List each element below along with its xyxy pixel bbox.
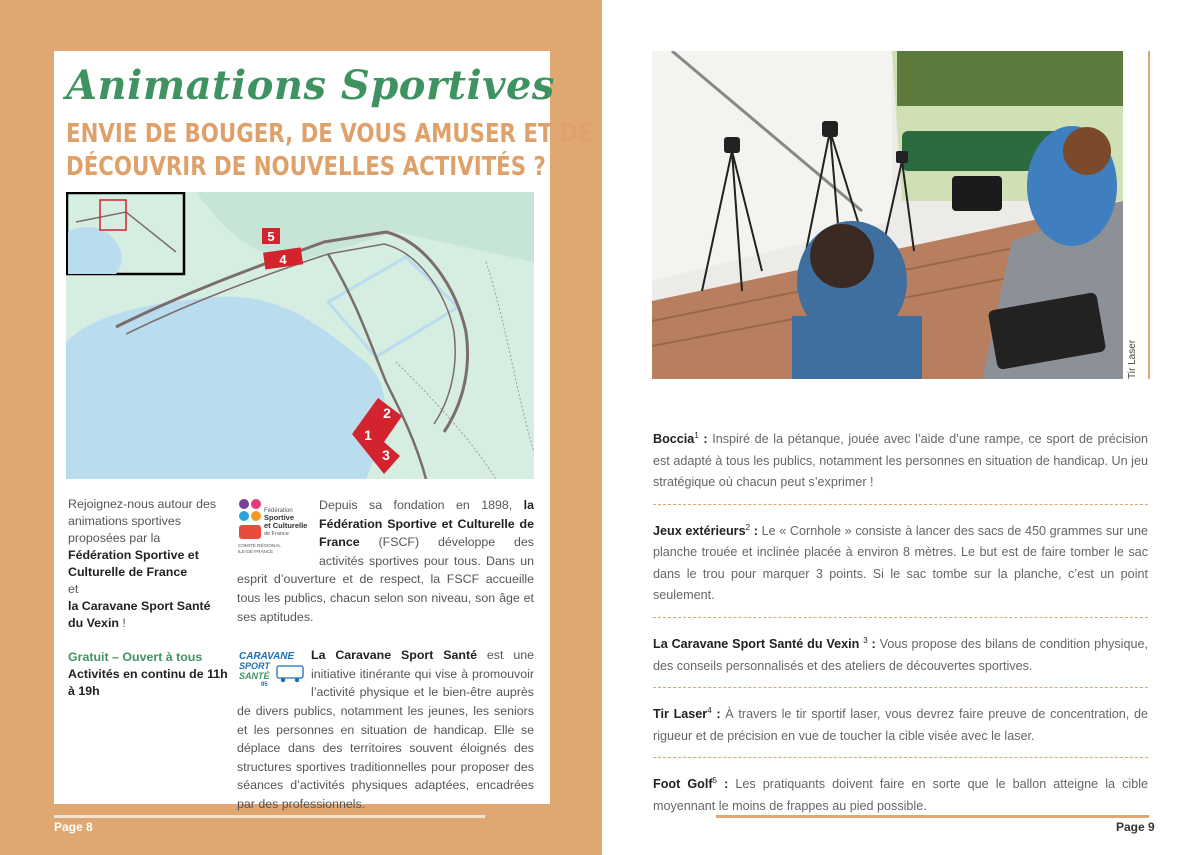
fscf-text-after: (FSCF) développe des activités sportives pour tous. Dans un esprit d’ouverture et de respect, la FSCF accueille tous les publics, chacun selon son niveau, son âge et ses aptitudes. [237,535,534,624]
activity-desc: À travers le tir sportif laser, vous devrez faire preuve de concentration, de rigueur et de précision en vue de toucher la cible visée avec le laser. [653,707,1148,743]
caravane-logo-line-3: SANTÉ [239,671,270,682]
activity-desc: Le « Cornhole » consiste à lancer des sacs de 450 grammes sur une planche trouée et inclinée placée à environ 8 mètres. Le but est de faire tomber le sac dans le trou pour marquer 3 points. Si le sac tombe sur la planche, c’est un point seulement. [653,523,1148,603]
photo-caption: Tir Laser [1127,339,1138,379]
list-item: Jeux extérieurs$^2$ : Le « Cornhole » consiste à lancer des sacs de 450 grammes sur une planche trouée et inclinée placée à environ 8 mètres. Le but est de faire tomber le sac dans le trou pour marquer 3 points. Si le sac tombe sur la planche, c’est un point seulement. [653,515,1148,618]
list-item: Boccia$^1$ : Inspiré de la pétanque, jouée avec l’aide d’une rampe, ce sport de précision est adapté à tous les publics, notamment les personnes en situation de handicap. Un jeu stratégique où chacun peut s’exprimer ! [653,423,1148,505]
activity-desc: Vous propose des bilans de condition physique, des conseils personnalisés et des ateliers de découvertes sportives. [653,637,1148,673]
fscf-logo-line-5: COMITÉ RÉGIONAL [238,543,281,548]
map-marker-1-label: 1 [364,427,372,443]
list-item: Foot Golf$^5$ : Les pratiquants doivent faire en sorte que le ballon atteigne la cible moyennant le moins de frappes au pied possible. [653,776,1148,813]
activity-term: Tir Laser [653,707,708,722]
caravane-logo-line-2: SPORT [239,661,270,672]
activity-ref: 2 [745,522,751,532]
activity-term: La Caravane Sport Santé du Vexin [653,637,860,652]
caravane-text-after: est une initiative itinérante qui vise à promouvoir l’activité physique et le bien-être auprès de divers publics, notamment les jeunes, les seniors et les personnes en situation de handicap. Elle se déplace dans des territoires souvent éloignés des structures sportives traditionnelles pour proposer des séances d’activités physiques adaptées, encadrées par des professionnels. [237,648,534,811]
activity-ref: 3 [863,635,868,645]
laser-shooting-photo [652,51,1123,379]
list-item: La Caravane Sport Santé du Vexin $^3$ : Vous propose des bilans de condition physique, des conseils personnalisés et des ateliers de découvertes sportives. [653,628,1148,688]
map-marker-5-label: 5 [267,229,275,244]
footer-rule-right [716,815,1149,818]
list-item: Tir Laser$^4$ : À travers le tir sportif laser, vous devrez faire preuve de concentration, de rigueur et de précision en vue de toucher la cible visée avec le laser. [653,698,1148,758]
activity-ref: 5 [712,776,717,786]
sidebar-org-caravane: la Caravane Sport Santé du Vexin [68,599,211,630]
activity-list [653,423,1148,837]
caravane-logo [237,648,307,688]
page-title: Animations Sportives [66,62,555,109]
caravane-logo-van [277,666,303,678]
headline-line-2: DÉCOUVRIR DE NOUVELLES ACTIVITÉS ? [66,152,546,182]
activity-desc: Les pratiquants doivent faire en sorte que le ballon atteigne la cible moyennant le moins de frappes au pied possible. [653,777,1148,813]
fscf-logo-line-1: Fédération [264,508,293,514]
sidebar-info [68,496,228,700]
photo-accent-bar [1148,51,1150,379]
sidebar-connector: et [68,582,79,596]
map-marker-4-label: 4 [279,252,287,267]
fscf-logo-line-4: de France [264,531,289,537]
caravane-block [237,646,534,813]
headline [66,118,593,184]
fscf-logo-line-2: Sportive [264,513,295,522]
site-map [66,192,534,479]
fscf-logo [237,498,311,556]
sidebar-hours: Activités en continu de 11h à 19h [68,667,228,698]
map-marker-2-label: 2 [383,405,391,421]
headline-line-1: ENVIE DE BOUGER, DE VOUS AMUSER ET DE [66,119,593,149]
caravane-text-bold: La Caravane Sport Santé [311,648,478,663]
page-number-left: Page 8 [54,820,93,834]
caravane-logo-line-1: CARAVANE [239,651,295,663]
sidebar-free-label: Gratuit – Ouvert à tous [68,650,203,664]
page-number-right: Page 9 [1116,820,1155,834]
partners-column [237,496,534,814]
activity-term: Jeux extérieurs [653,523,746,538]
map-inset [67,193,184,274]
caravane-logo-line-4: 95 [261,682,268,689]
activity-term: Foot Golf [653,777,713,792]
activity-desc: Inspiré de la pétanque, jouée avec l’aide d’une rampe, ce sport de précision est adapté à tous les publics, notamment les personnes en situation de handicap. Un jeu stratégique où chacun peut s’exprimer ! [653,432,1148,490]
map-marker-3-label: 3 [382,447,390,463]
activity-ref: 1 [694,431,699,440]
fscf-logo-line-3: et Culturelle [264,521,308,530]
activity-ref: 4 [707,706,712,716]
sidebar-org-caravane-wrap [68,598,228,632]
sidebar-exclaim: ! [118,616,126,630]
sidebar-intro: Rejoignez-nous autour des animations sportives proposées par la [68,497,217,545]
fscf-text-before: Depuis sa fondation en 1898, [319,498,524,512]
fscf-text-bold: la Fédération Sportive et Culturelle de France [319,498,534,550]
sidebar-org-fscf: Fédération Sportive et Culturelle de France [68,548,199,579]
fscf-logo-line-6: ILE-DE-FRANCE [238,549,274,554]
footer-rule-left [54,815,485,818]
activity-term: Boccia [653,432,695,447]
